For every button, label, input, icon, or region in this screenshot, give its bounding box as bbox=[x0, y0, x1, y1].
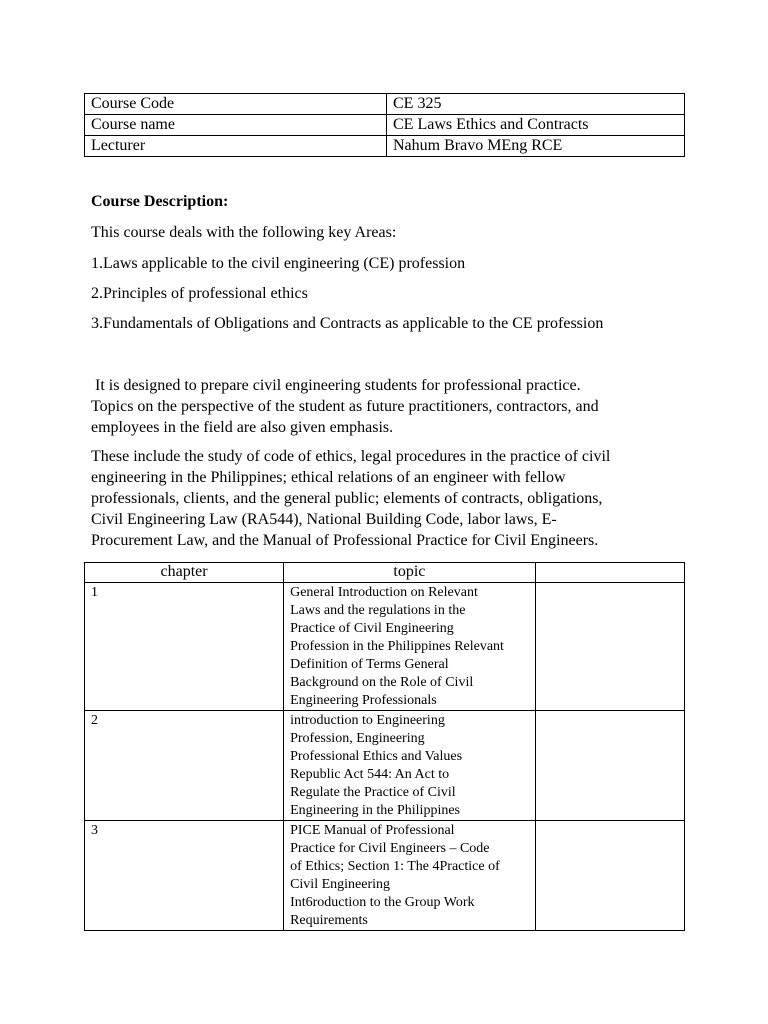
chapter-number: 1 bbox=[85, 583, 284, 711]
topic-column-header: topic bbox=[284, 563, 536, 583]
course-name-label: Course name bbox=[85, 115, 387, 136]
topic-line: Background on the Role of Civil bbox=[290, 675, 474, 690]
description-paragraph-1 bbox=[91, 375, 681, 438]
topic-line: Laws and the regulations in the bbox=[290, 603, 466, 618]
chapter-column-header: chapter bbox=[85, 563, 284, 583]
paragraph-2-line: professionals, clients, and the general public; elements of contracts, obligations, bbox=[91, 490, 603, 507]
topic-line: PICE Manual of Professional bbox=[290, 823, 455, 838]
lecturer-value: Nahum Bravo MEng RCE bbox=[387, 136, 685, 157]
topic-line: Republic Act 544: An Act to bbox=[290, 767, 450, 782]
chapter-number: 3 bbox=[85, 821, 284, 931]
topic-line: Practice of Civil Engineering bbox=[290, 621, 454, 636]
course-name-row bbox=[85, 115, 685, 136]
paragraph-2-line: Civil Engineering Law (RA544), National Building Code, labor laws, E- bbox=[91, 511, 557, 528]
topic-line: Requirements bbox=[290, 913, 368, 928]
topic-line: Profession in the Philippines Relevant bbox=[290, 639, 504, 654]
topic-line: Practice for Civil Engineers – Code bbox=[290, 841, 490, 856]
chapter-extra-cell bbox=[535, 583, 684, 711]
lecturer-label: Lecturer bbox=[85, 136, 387, 157]
paragraph-1-line: employees in the field are also given emphasis. bbox=[91, 419, 394, 436]
paragraph-2-line: engineering in the Philippines; ethical relations of an engineer with fellow bbox=[91, 469, 566, 486]
paragraph-1-line: It is designed to prepare civil engineering students for professional practice. bbox=[91, 377, 581, 394]
table-row bbox=[85, 821, 685, 931]
chapter-topic bbox=[284, 821, 536, 931]
table-header-row bbox=[85, 563, 685, 583]
paragraph-2-line: Procurement Law, and the Manual of Professional Practice for Civil Engineers. bbox=[91, 532, 599, 549]
topic-line: Definition of Terms General bbox=[290, 657, 449, 672]
table-row bbox=[85, 583, 685, 711]
topic-line: Engineering in the Philippines bbox=[290, 803, 460, 818]
topic-line: Profession, Engineering bbox=[290, 731, 425, 746]
chapter-number: 2 bbox=[85, 711, 284, 821]
topic-line: Civil Engineering bbox=[290, 877, 391, 892]
topic-line: Professional Ethics and Values bbox=[290, 749, 463, 764]
lecturer-row bbox=[85, 136, 685, 157]
key-area-3: 3.Fundamentals of Obligations and Contracts as applicable to the CE profession bbox=[91, 315, 604, 332]
chapter-topic-table bbox=[84, 562, 685, 931]
chapter-extra-cell bbox=[535, 821, 684, 931]
paragraph-1-line: Topics on the perspective of the student as future practitioners, contractors, and bbox=[91, 398, 599, 415]
topic-line: Int6roduction to the Group Work bbox=[290, 895, 475, 910]
topic-line: Regulate the Practice of Civil bbox=[290, 785, 456, 800]
description-paragraph-2 bbox=[91, 446, 681, 551]
topic-line: Engineering Professionals bbox=[290, 693, 437, 708]
chapter-topic bbox=[284, 711, 536, 821]
description-intro: This course deals with the following key Areas: bbox=[91, 224, 397, 241]
course-description-heading: Course Description: bbox=[91, 193, 229, 210]
course-name-value: CE Laws Ethics and Contracts bbox=[387, 115, 685, 136]
key-area-1: 1.Laws applicable to the civil engineering (CE) profession bbox=[91, 255, 466, 272]
course-info-table bbox=[84, 93, 685, 157]
topic-line: General Introduction on Relevant bbox=[290, 585, 478, 600]
course-code-value: CE 325 bbox=[387, 94, 685, 115]
key-area-2: 2.Principles of professional ethics bbox=[91, 285, 308, 302]
chapter-extra-cell bbox=[535, 711, 684, 821]
table-row bbox=[85, 711, 685, 821]
chapter-topic bbox=[284, 583, 536, 711]
topic-line: of Ethics; Section 1: The 4Practice of bbox=[290, 859, 500, 874]
empty-column-header bbox=[535, 563, 684, 583]
topic-line: introduction to Engineering bbox=[290, 713, 445, 728]
course-code-label: Course Code bbox=[85, 94, 387, 115]
paragraph-2-line: These include the study of code of ethics, legal procedures in the practice of civil bbox=[91, 448, 611, 465]
course-code-row bbox=[85, 94, 685, 115]
